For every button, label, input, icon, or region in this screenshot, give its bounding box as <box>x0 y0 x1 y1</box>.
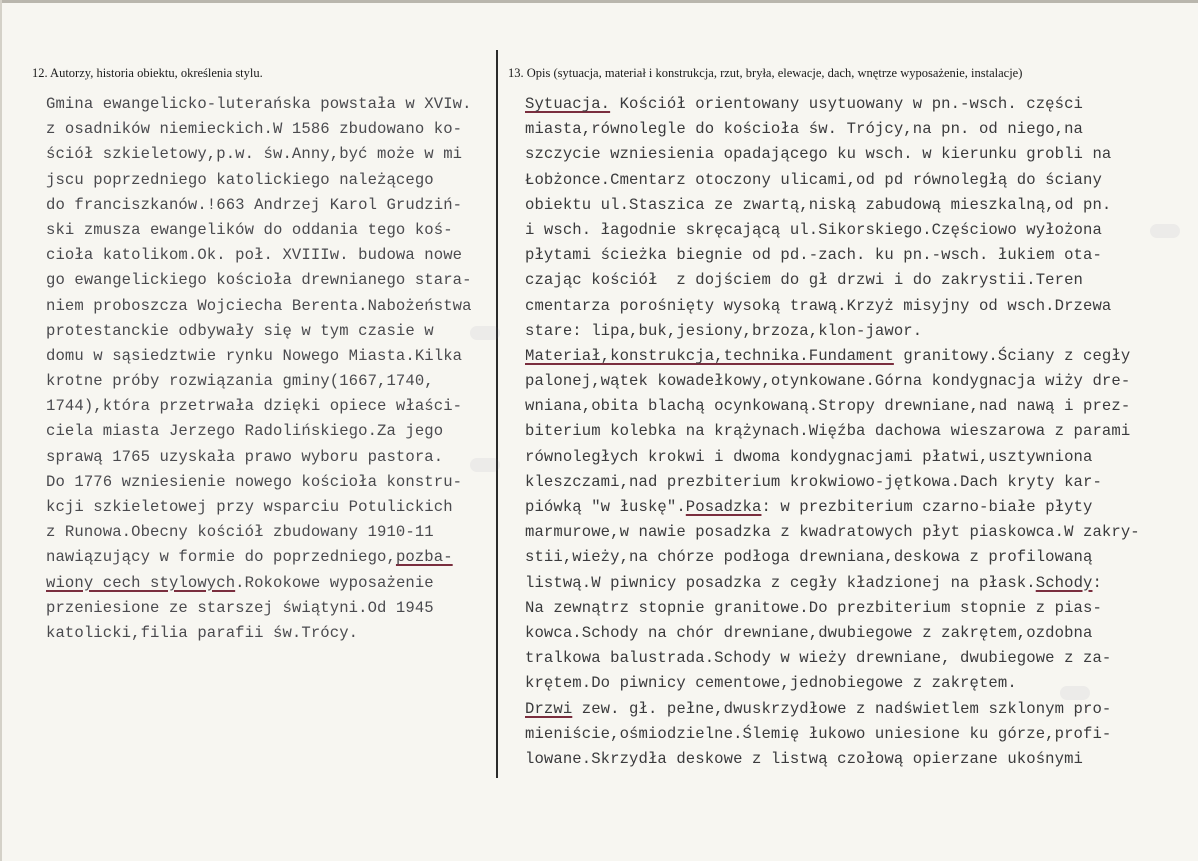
section-12-heading: 12. Autorzy, historia obiektu, określenia stylu. <box>32 66 263 80</box>
text-line: listwą.W piwnicy posadzka z cegły kładzionej na płask.Schody: <box>525 573 1102 592</box>
text-line: Do 1776 wzniesienie nowego kościoła konstru- <box>46 472 463 491</box>
section-13-heading: 13. Opis (sytuacja, materiał i konstrukcja, rzut, bryła, elewacje, dach, wnętrze wyposażenie, instalacje) <box>508 66 1023 80</box>
text-line: 1744),która przetrwała dzięki opiece właści- <box>46 397 463 416</box>
text-line: piówką "w łuskę".Posadzka: w prezbiterium czarno-białe płyty <box>525 498 1093 516</box>
text-line: marmurowe,w nawie posadzka z kwadratowych płyt piaskowca.W zakry- <box>525 523 1140 542</box>
underlined-phrase: Drzwi <box>525 699 573 718</box>
underlined-phrase: Schody <box>1035 573 1093 592</box>
text-line: przeniesione ze starszej świątyni.Od 1945 <box>46 598 434 617</box>
text-line: palonej,wątek kowadełkowy,otynkowane.Górna kondygnacja wiży dre- <box>525 372 1131 391</box>
section-13-text <box>525 92 1140 772</box>
text-line: domu w sąsiedztwie rynku Nowego Miasta.Kilka <box>46 346 463 365</box>
text-line: kcji szkieletowej przy wsparciu Potulickich <box>46 498 453 516</box>
ink-smudge <box>470 326 500 340</box>
text-line: ski zmusza ewangelików do oddania tego koś- <box>46 220 453 239</box>
text-line: krętem.Do piwnicy cementowe,jednobiegowe z zakrętem. <box>525 674 1017 693</box>
text-line: stare: lipa,buk,jesiony,brzoza,klon-jawor. <box>525 321 923 340</box>
text-line: sprawą 1765 uzyskała prawo wyboru pastora. <box>46 447 444 466</box>
column-divider <box>496 50 498 778</box>
text-line: obiektu ul.Staszica ze zwartą,niską zabudową mieszkalną,od pn. <box>525 195 1112 214</box>
text-line: ściół szkieletowy,p.w. św.Anny,być może w mi <box>46 145 463 164</box>
underlined-phrase: Sytuacja. <box>525 95 611 113</box>
text-line: wniana,obita blachą ocynkowaną.Stropy drewniane,nad nawą i prez- <box>525 397 1131 416</box>
text-line: ciela miasta Jerzego Radolińskiego.Za jego <box>46 422 444 441</box>
text-line: nawiązujący w formie do poprzedniego,pozba- <box>46 548 453 567</box>
text-line: jscu poprzedniego katolickiego należącego <box>46 170 434 189</box>
text-line: Sytuacja. Kościół orientowany usytuowany w pn.-wsch. części <box>525 95 1084 113</box>
text-line: go ewangelickiego kościoła drewnianego stara- <box>46 271 472 290</box>
text-line: protestanckie odbywały się w tym czasie w <box>46 321 434 340</box>
text-line: równoległych krokwi i dwoma kondygnacjami płatwi,usztywniona <box>525 447 1093 466</box>
text-line: kleszczami,nad prezbiterium krokwiowo-jętkowa.Dach kryty kar- <box>525 472 1102 491</box>
text-line: do franciszkanów.!663 Andrzej Karol Grudziń- <box>46 195 463 214</box>
text-line: tralkowa balustrada.Schody w wieży drewniane, dwubiegowe z za- <box>525 649 1112 668</box>
text-line: miasta,równolegle do kościoła św. Trójcy,na pn. od niego,na <box>525 120 1084 139</box>
underlined-phrase: Posadzka <box>685 498 762 516</box>
text-line: stii,wieży,na chórze podłoga drewniana,deskowa z profilowaną <box>525 548 1093 567</box>
card-top-edge <box>0 0 1198 3</box>
ink-smudge <box>1150 224 1180 238</box>
ink-smudge <box>470 458 500 472</box>
text-line: szczycie wzniesienia opadającego ku wsch. w kierunku grobli na <box>525 145 1112 164</box>
text-line: cioła katolikom.Ok. poł. XVIIIw. budowa nowe <box>46 246 463 265</box>
text-line: niem proboszcza Wojciecha Berenta.Nabożeństwa <box>46 296 472 315</box>
text-line: czając kościół z dojściem do gł drzwi i do zakrystii.Teren <box>525 271 1084 290</box>
text-line: kowca.Schody na chór drewniane,dwubiegowe z zakrętem,ozdobna <box>525 623 1093 642</box>
text-line: z osadników niemieckich.W 1586 zbudowano ko- <box>46 120 463 139</box>
text-line: biterium kolebka na krążynach.Więźba dachowa wieszarowa z parami <box>525 422 1131 441</box>
underlined-phrase: Materiał,konstrukcja,technika.Fundament <box>525 346 894 365</box>
text-line: mieniście,ośmiodzielne.Ślemię łukowo uniesione ku górze,profi- <box>525 724 1112 743</box>
card-left-edge <box>0 0 2 861</box>
text-line: katolicki,filia parafii św.Trócy. <box>46 623 359 642</box>
text-line: Gmina ewangelicko-luterańska powstała w XVIw. <box>46 95 472 113</box>
text-line: Materiał,konstrukcja,technika.Fundament granitowy.Ściany z cegły <box>525 346 1131 365</box>
text-line: Na zewnątrz stopnie granitowe.Do prezbiterium stopnie z pias- <box>525 598 1102 617</box>
underlined-phrase: pozba- <box>395 548 453 567</box>
text-line: cmentarza porośnięty wysoką trawą.Krzyż misyjny od wsch.Drzewa <box>525 296 1112 315</box>
text-line: lowane.Skrzydła deskowe z listwą czołową opierzane ukośnymi <box>525 749 1084 768</box>
ink-smudge <box>1060 686 1090 700</box>
text-line: Łobżonce.Cmentarz otoczony ulicami,od pd równoległą do ściany <box>525 170 1102 189</box>
underlined-phrase: wiony cech stylowych <box>46 573 236 592</box>
text-line: płytami ścieżka biegnie od pd.-zach. ku pn.-wsch. łukiem ota- <box>525 246 1102 265</box>
text-line: Drzwi zew. gł. pełne,dwuskrzydłowe z nadświetlem szklonym pro- <box>525 699 1112 718</box>
text-line: wiony cech stylowych.Rokokowe wyposażenie <box>46 573 434 592</box>
section-12-text <box>46 92 472 646</box>
text-line: i wsch. łagodnie skręcającą ul.Sikorskiego.Częściowo wyłożona <box>525 220 1102 239</box>
text-line: krotne próby rozwiązania gminy(1667,1740, <box>46 372 434 391</box>
text-line: z Runowa.Obecny kościół zbudowany 1910-11 <box>46 523 434 542</box>
